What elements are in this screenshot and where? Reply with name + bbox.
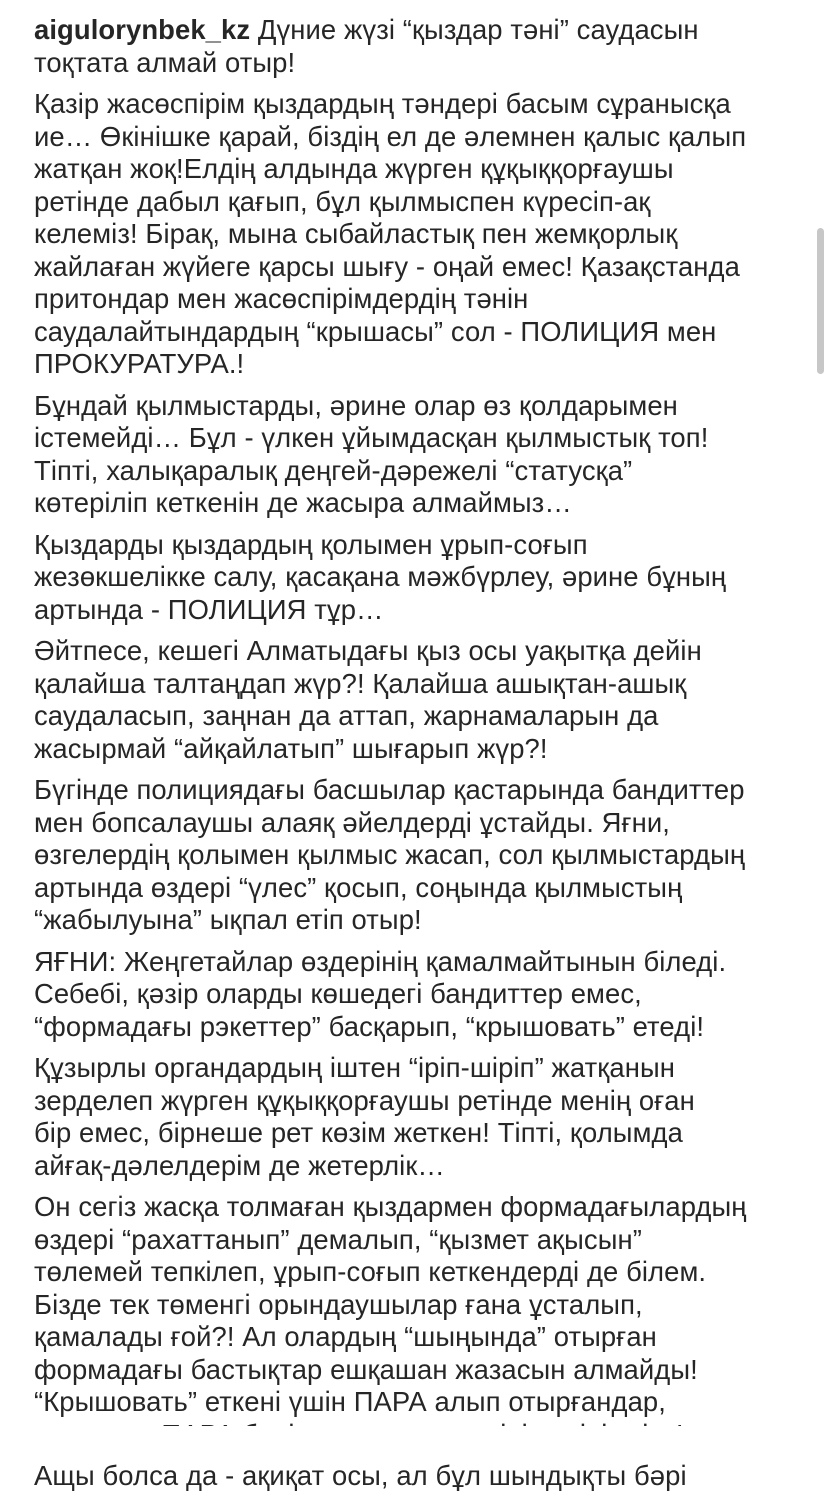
caption-paragraph-4: Қыздарды қыздардың қолымен ұрып-соғып жезөкшелікке салу, қасақана мәжбүрлеу, әрине бұның артында - ПОЛИЦИЯ тұр… <box>34 528 727 625</box>
username-link[interactable]: aigulorynbek_kz <box>34 14 251 45</box>
caption-paragraph-9: Он сегіз жасқа толмаған қыздармен формадағылардың өздері “рахаттанып” демалып, “қызмет ақысын” төлемей тепкілеп, ұрып-соғып кеткендерді де білем. Бізде тек төменгі орындаушылар ғана ұсталып, қамалады ғой?! Ал олардың “шыңында” отырған формадағы бастықтар ешқашан жазасын алмайды! “Крышовать” еткені үшін ПАРА алып отырғандар, <box>34 1191 747 1417</box>
caption-paragraph-10: Ащы болса да - ақиқат осы, ал бұл шындықты бәрі <box>34 1460 687 1491</box>
caption-paragraph-5: Әйтпесе, кешегі Алматыдағы қыз осы уақытқа дейін қалайша талтаңдап жүр?! Қалайша ашықтан-ашық саудаласып, заңнан да аттап, жарнамаларын да жасырмай “айқайлатып” шығарып жүр?! <box>34 635 702 764</box>
caption-paragraph-8: Құзырлы органдардың іштен “іріп-шіріп” жатқанын зерделеп жүрген құқыққорғаушы ретінде менің оған бір емес, бірнеше рет көзім жеткен! Тіпті, қолымда айғақ-дәлелдерім де жетерлік… <box>34 1052 695 1181</box>
bottom-cutoff <box>0 1426 828 1452</box>
caption-paragraph-7: ЯҒНИ: Жеңгетайлар өздерінің қамалмайтынын біледі. Себебі, қәзір оларды көшедегі бандиттер емес, “формадағы рэкеттер” басқарып, “крышовать” етеді! <box>34 945 727 1042</box>
caption-text: Дүние жүзі “қыздар тәні” саудасын тоқтата алмай отыр! <box>34 14 699 78</box>
caption-paragraph-1 <box>34 14 809 79</box>
scrollbar-thumb[interactable] <box>817 228 824 374</box>
caption-paragraph-6: Бүгінде полициядағы басшылар қастарында бандиттер мен бопсалаушы алаяқ әйелдерді ұстайды. Яғни, өзгелердің қолымен қылмыс жасап, сол қылмыстардың артында өздері “үлес” қосып, соңында қылмыстың “жабылуына” ықпал етіп отыр! <box>34 774 746 935</box>
caption-paragraph-2: Қазір жасөспірім қыздардың тәндері басым сұранысқа ие… Өкінішке қарай, біздің ел де әлемнен қалыс қалып жатқан жоқ!Елдің алдында жүрген құқыққорғаушы ретінде дабыл қағып, бұл қылмыспен күресіп-ақ келеміз! Бірақ, мына сыбайластық пен жемқорлық жайлаған жүйеге қарсы шығу - оңай емес! Қазақстанда притондар мен жасөспірімдердің тәнін саудалайтындардың “крышасы” сол - ПОЛИЦИЯ мен ПРОКУРАТУРА.! <box>34 88 747 379</box>
caption-paragraph-3: Бұндай қылмыстарды, әрине олар өз қолдарымен істемейді… Бұл - үлкен ұйымдасқан қылмыстық топ! Тіпті, халықаралық деңгей-дәрежелі “статусқа” көтеріліп кеткенін де жасыра алмаймыз… <box>34 389 709 518</box>
post-caption <box>34 14 809 1502</box>
